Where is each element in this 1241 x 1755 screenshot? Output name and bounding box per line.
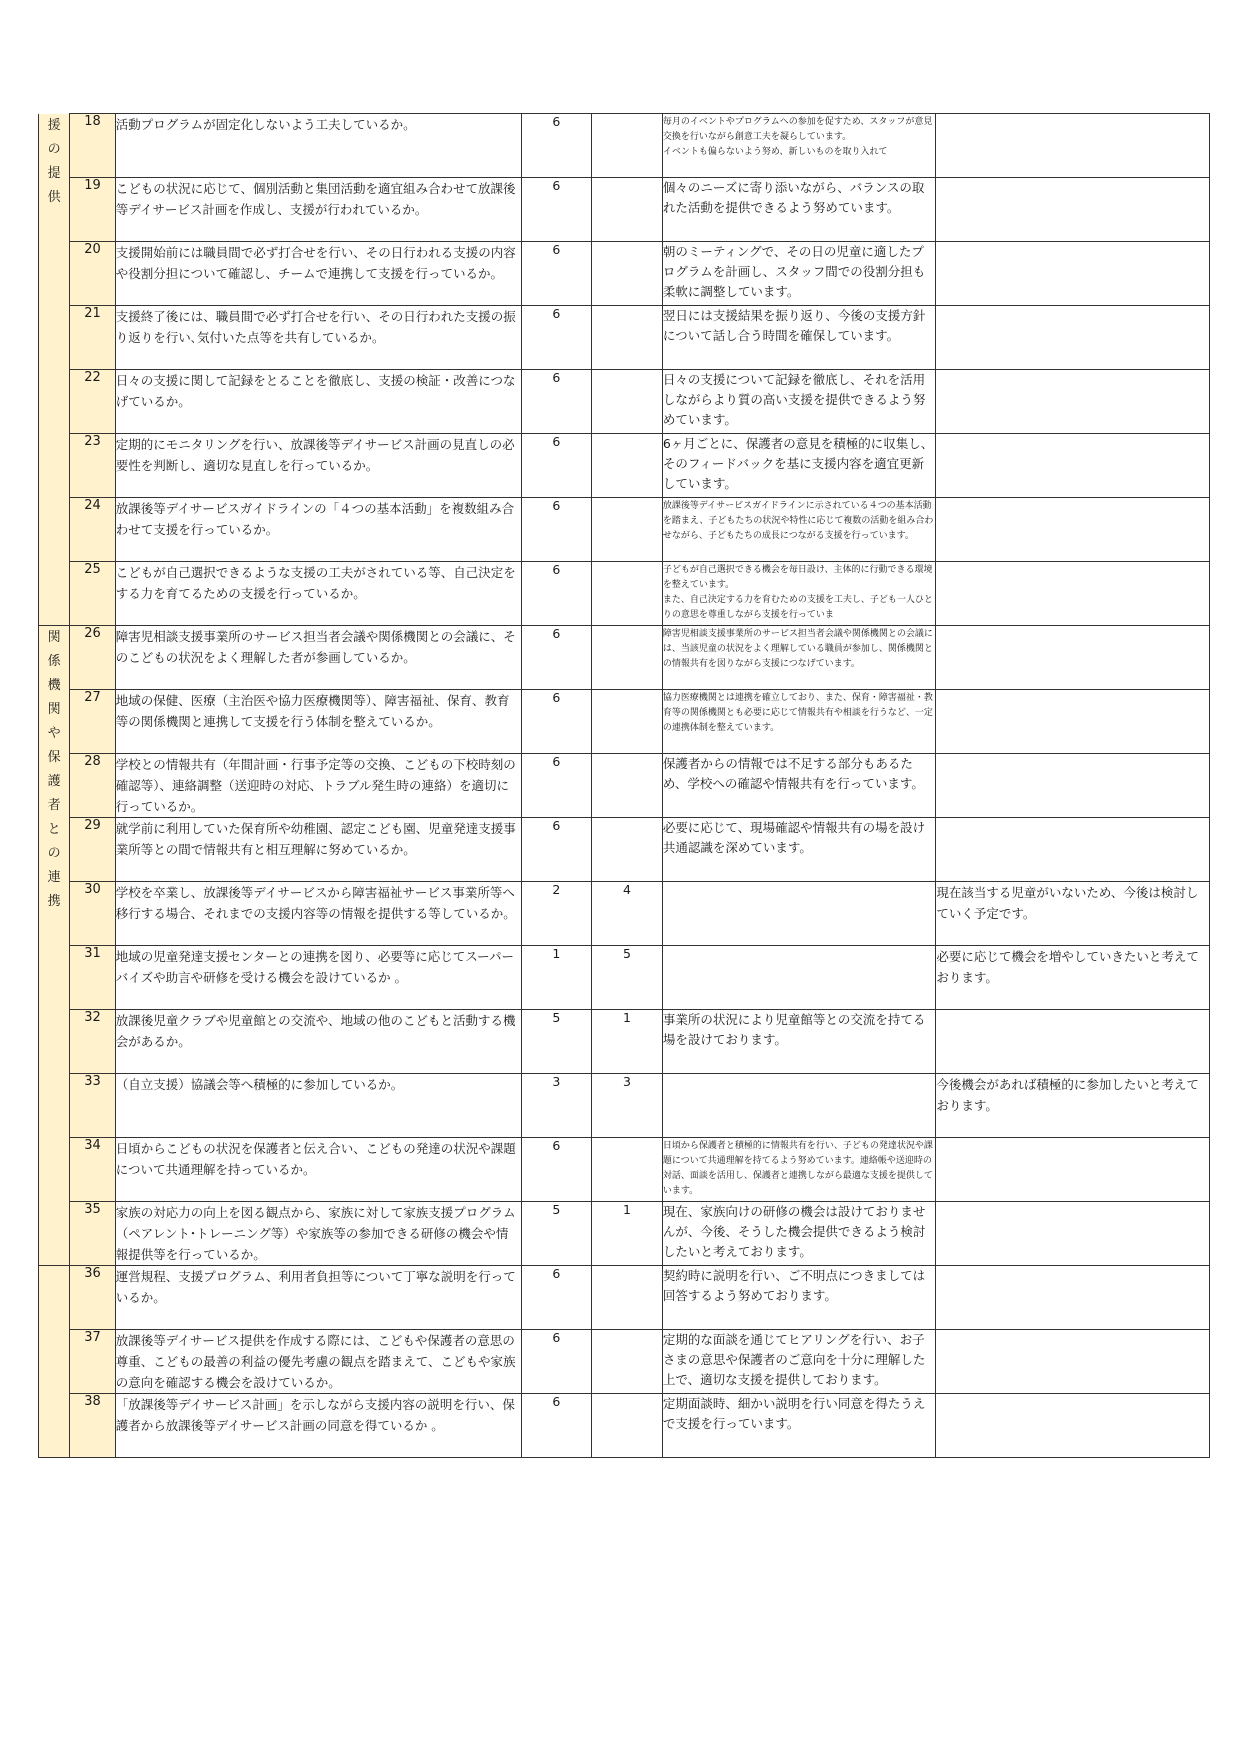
no-count: [592, 114, 663, 178]
yes-count: 6: [521, 306, 592, 370]
improvement-plan: [936, 1394, 1210, 1458]
question-text: 障害児相談支援事業所のサービス担当者会議や関係機関との会議に、そのこどもの状況をよく理解した者が参画しているか。: [115, 626, 521, 690]
table-row: [39, 818, 1210, 882]
no-count: 1: [592, 1010, 663, 1074]
item-number: 34: [70, 1138, 115, 1202]
improvement-plan: [936, 1138, 1210, 1202]
status-comment: 協力医療機関とは連携を確立しており、また、保育・障害福祉・教育等の関係機関とも必要に応じて情報共有や相談を行うなど、一定の連携体制を整えています。: [662, 690, 936, 754]
no-count: [592, 1394, 663, 1458]
status-comment: 子どもが自己選択できる機会を毎日設け、主体的に行動できる環境を整えています。 また、自己決定する力を育むための支援を工夫し、子ども一人ひとりの意思を尊重しながら支援を行っていま: [662, 562, 936, 626]
item-number: 25: [70, 562, 115, 626]
yes-count: 6: [521, 626, 592, 690]
table-row: [39, 114, 1210, 178]
no-count: [592, 562, 663, 626]
status-comment: 朝のミーティングで、その日の児童に適したプログラムを計画し、スタッフ間での役割分担も柔軟に調整しています。: [662, 242, 936, 306]
table-row: [39, 498, 1210, 562]
table-row: [39, 306, 1210, 370]
yes-count: 5: [521, 1202, 592, 1266]
table-row: [39, 370, 1210, 434]
table-row: [39, 1266, 1210, 1330]
status-comment: 事業所の状況により児童館等との交流を持てる場を設けております。: [662, 1010, 936, 1074]
category-cell: [39, 1266, 70, 1458]
yes-count: 6: [521, 178, 592, 242]
table-row: [39, 1330, 1210, 1394]
question-text: 活動プログラムが固定化しないよう工夫しているか。: [115, 114, 521, 178]
question-text: 定期的にモニタリングを行い、放課後等デイサービス計画の見直しの必要性を判断し、適切な見直しを行っているか。: [115, 434, 521, 498]
yes-count: 6: [521, 242, 592, 306]
improvement-plan: [936, 1330, 1210, 1394]
yes-count: 6: [521, 498, 592, 562]
improvement-plan: [936, 1010, 1210, 1074]
improvement-plan: [936, 1266, 1210, 1330]
table-row: [39, 1074, 1210, 1138]
improvement-plan: [936, 562, 1210, 626]
table-row: [39, 882, 1210, 946]
status-comment: 障害児相談支援事業所のサービス担当者会議や関係機関との会議には、当該児童の状況をよく理解している職員が参加し、関係機関との情報共有を図りながら支援につなげています。: [662, 626, 936, 690]
category-cell: [39, 114, 70, 626]
improvement-plan: [936, 178, 1210, 242]
status-comment: 日々の支援について記録を徹底し、それを活用しながらより質の高い支援を提供できるよう努めています。: [662, 370, 936, 434]
yes-count: 3: [521, 1074, 592, 1138]
table-row: [39, 1202, 1210, 1266]
question-text: 支援開始前には職員間で必ず打合せを行い、その日行われる支援の内容や役割分担について確認し、チームで連携して支援を行っているか。: [115, 242, 521, 306]
yes-count: 6: [521, 754, 592, 818]
improvement-plan: [936, 370, 1210, 434]
category-label: 援の提供: [47, 117, 61, 205]
yes-count: 5: [521, 1010, 592, 1074]
item-number: 21: [70, 306, 115, 370]
table-row: [39, 178, 1210, 242]
no-count: [592, 242, 663, 306]
yes-count: 6: [521, 434, 592, 498]
no-count: [592, 178, 663, 242]
item-number: 26: [70, 626, 115, 690]
no-count: 4: [592, 882, 663, 946]
evaluation-table: [38, 113, 1210, 1458]
no-count: [592, 754, 663, 818]
improvement-plan: [936, 114, 1210, 178]
item-number: 32: [70, 1010, 115, 1074]
improvement-plan: [936, 434, 1210, 498]
status-comment: 放課後等デイサービスガイドラインに示されている４つの基本活動を踏まえ、子どもたちの状況や特性に応じて複数の活動を組み合わせながら、子どもたちの成長につながる支援を行っています。: [662, 498, 936, 562]
item-number: 36: [70, 1266, 115, 1330]
question-text: 地域の児童発達支援センターとの連携を図り、必要等に応じてスーパーバイズや助言や研修を受ける機会を設けているか 。: [115, 946, 521, 1010]
yes-count: 6: [521, 1266, 592, 1330]
yes-count: 6: [521, 114, 592, 178]
item-number: 35: [70, 1202, 115, 1266]
question-text: （自立支援）協議会等へ積極的に参加しているか。: [115, 1074, 521, 1138]
item-number: 31: [70, 946, 115, 1010]
item-number: 27: [70, 690, 115, 754]
item-number: 18: [70, 114, 115, 178]
question-text: 日頃からこどもの状況を保護者と伝え合い、こどもの発達の状況や課題について共通理解を持っているか。: [115, 1138, 521, 1202]
question-text: 「放課後等デイサービス計画」を示しながら支援内容の説明を行い、保護者から放課後等デイサービス計画の同意を得ているか 。: [115, 1394, 521, 1458]
yes-count: 6: [521, 562, 592, 626]
no-count: [592, 690, 663, 754]
question-text: 運営規程、支援プログラム、利用者負担等について丁寧な説明を行っているか。: [115, 1266, 521, 1330]
improvement-plan: [936, 242, 1210, 306]
question-text: 学校との情報共有（年間計画・行事予定等の交換、こどもの下校時刻の確認等）、連絡調整（送迎時の対応、トラブル発生時の連絡）を適切に行っているか。: [115, 754, 521, 818]
yes-count: 6: [521, 1138, 592, 1202]
status-comment: 保護者からの情報では不足する部分もあるため、学校への確認や情報共有を行っています。: [662, 754, 936, 818]
table-row: [39, 626, 1210, 690]
category-label: 関係機関や保護者との連携: [47, 630, 61, 909]
no-count: [592, 1330, 663, 1394]
status-comment: [662, 1074, 936, 1138]
no-count: 1: [592, 1202, 663, 1266]
question-text: 日々の支援に関して記録をとることを徹底し、支援の検証・改善につなげているか。: [115, 370, 521, 434]
table-row: [39, 562, 1210, 626]
item-number: 33: [70, 1074, 115, 1138]
status-comment: [662, 882, 936, 946]
improvement-plan: [936, 754, 1210, 818]
improvement-plan: [936, 626, 1210, 690]
no-count: [592, 434, 663, 498]
question-text: 支援終了後には、職員間で必ず打合せを行い、その日行われた支援の振り返りを行い､気付いた点等を共有しているか。: [115, 306, 521, 370]
yes-count: 6: [521, 690, 592, 754]
improvement-plan: [936, 1202, 1210, 1266]
yes-count: 6: [521, 818, 592, 882]
improvement-plan: 現在該当する児童がいないため、今後は検討していく予定です。: [936, 882, 1210, 946]
item-number: 24: [70, 498, 115, 562]
no-count: [592, 1138, 663, 1202]
improvement-plan: [936, 498, 1210, 562]
item-number: 19: [70, 178, 115, 242]
status-comment: 現在、家族向けの研修の機会は設けておりませんが、今後、そうした機会提供できるよう検討したいと考えております。: [662, 1202, 936, 1266]
improvement-plan: 今後機会があれば積極的に参加したいと考えております。: [936, 1074, 1210, 1138]
yes-count: 1: [521, 946, 592, 1010]
question-text: 地域の保健、医療（主治医や協力医療機関等）、障害福祉、保育、教育等の関係機関と連携して支援を行う体制を整えているか。: [115, 690, 521, 754]
status-comment: 6ヶ月ごとに、保護者の意見を積極的に収集し、そのフィードバックを基に支援内容を適宜更新しています。: [662, 434, 936, 498]
item-number: 22: [70, 370, 115, 434]
status-comment: [662, 946, 936, 1010]
no-count: 5: [592, 946, 663, 1010]
table-row: [39, 434, 1210, 498]
yes-count: 6: [521, 1394, 592, 1458]
improvement-plan: [936, 690, 1210, 754]
question-text: こどもが自己選択できるような支援の工夫がされている等、自己決定をする力を育てるための支援を行っているか。: [115, 562, 521, 626]
improvement-plan: 必要に応じて機会を増やしていきたいと考えております。: [936, 946, 1210, 1010]
yes-count: 6: [521, 370, 592, 434]
no-count: [592, 1266, 663, 1330]
no-count: [592, 370, 663, 434]
item-number: 20: [70, 242, 115, 306]
table-row: [39, 690, 1210, 754]
improvement-plan: [936, 306, 1210, 370]
table-row: [39, 754, 1210, 818]
question-text: 学校を卒業し、放課後等デイサービスから障害福祉サービス事業所等へ移行する場合、それまでの支援内容等の情報を提供する等しているか。: [115, 882, 521, 946]
no-count: [592, 626, 663, 690]
status-comment: 契約時に説明を行い、ご不明点につきましては回答するよう努めております。: [662, 1266, 936, 1330]
improvement-plan: [936, 818, 1210, 882]
status-comment: 個々のニーズに寄り添いながら、バランスの取れた活動を提供できるよう努めています。: [662, 178, 936, 242]
question-text: 放課後等デイサービス提供を作成する際には、こどもや保護者の意思の尊重、こどもの最善の利益の優先考慮の観点を踏まえて、こどもや家族の意向を確認する機会を設けているか。: [115, 1330, 521, 1394]
no-count: [592, 498, 663, 562]
item-number: 37: [70, 1330, 115, 1394]
question-text: 放課後児童クラブや児童館との交流や、地域の他のこどもと活動する機会があるか。: [115, 1010, 521, 1074]
table-row: [39, 1138, 1210, 1202]
status-comment: 日頃から保護者と積極的に情報共有を行い、子どもの発達状況や課題について共通理解を持てるよう努めています。連絡帳や送迎時の対話、面談を活用し、保護者と連携しながら最適な支援を提供しています。: [662, 1138, 936, 1202]
no-count: [592, 306, 663, 370]
question-text: こどもの状況に応じて、個別活動と集団活動を適宜組み合わせて放課後等デイサービス計画を作成し、支援が行われているか。: [115, 178, 521, 242]
question-text: 放課後等デイサービスガイドラインの「４つの基本活動」を複数組み合わせて支援を行っているか。: [115, 498, 521, 562]
item-number: 38: [70, 1394, 115, 1458]
item-number: 23: [70, 434, 115, 498]
question-text: 就学前に利用していた保育所や幼稚園、認定こども園、児童発達支援事業所等との間で情報共有と相互理解に努めているか。: [115, 818, 521, 882]
status-comment: 毎月のイベントやプログラムへの参加を促すため、スタッフが意見交換を行いながら創意工夫を凝らしています。 イベントも偏らないよう努め、新しいものを取り入れて: [662, 114, 936, 178]
table-row: [39, 1010, 1210, 1074]
yes-count: 2: [521, 882, 592, 946]
item-number: 29: [70, 818, 115, 882]
table-row: [39, 1394, 1210, 1458]
question-text: 家族の対応力の向上を図る観点から、家族に対して家族支援プログラム（ペアレント･トレーニング等）や家族等の参加できる研修の機会や情報提供等を行っているか。: [115, 1202, 521, 1266]
item-number: 30: [70, 882, 115, 946]
category-cell: [39, 626, 70, 1266]
table-row: [39, 946, 1210, 1010]
status-comment: 必要に応じて、現場確認や情報共有の場を設け共通認識を深めています。: [662, 818, 936, 882]
item-number: 28: [70, 754, 115, 818]
status-comment: 定期面談時、細かい説明を行い同意を得たうえで支援を行っています。: [662, 1394, 936, 1458]
table-row: [39, 242, 1210, 306]
status-comment: 翌日には支援結果を振り返り、今後の支援方針について話し合う時間を確保しています。: [662, 306, 936, 370]
no-count: 3: [592, 1074, 663, 1138]
yes-count: 6: [521, 1330, 592, 1394]
no-count: [592, 818, 663, 882]
status-comment: 定期的な面談を通じてヒアリングを行い、お子さまの意思や保護者のご意向を十分に理解した上で、適切な支援を提供しております。: [662, 1330, 936, 1394]
